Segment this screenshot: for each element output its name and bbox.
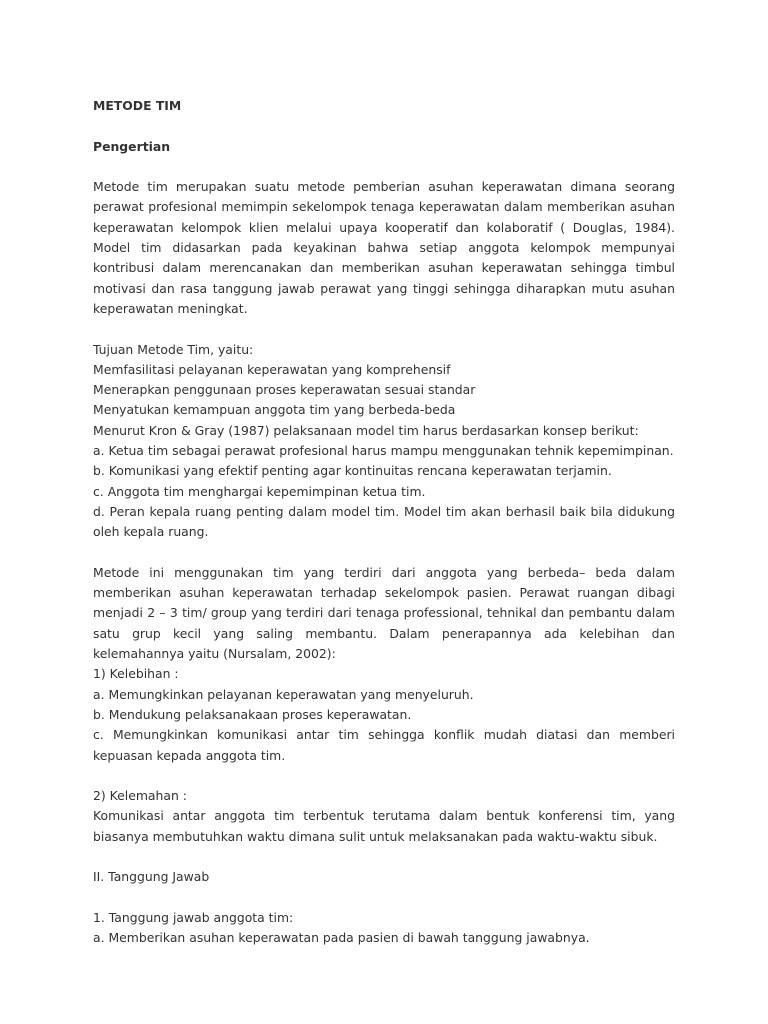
tanggung-jawab-item: a. Memberikan asuhan keperawatan pada pasien di bawah tanggung jawabnya. xyxy=(93,930,590,946)
kron-gray-intro: Menurut Kron & Gray (1987) pelaksanaan model tim harus berdasarkan konsep berikut: xyxy=(93,422,639,438)
tujuan-item: Menerapkan penggunaan proses keperawatan sesuai standar xyxy=(93,382,476,398)
kelemahan-heading: 2) Kelemahan : xyxy=(93,788,187,804)
section-heading-tanggung-jawab: II. Tanggung Jawab xyxy=(93,869,210,885)
intro-paragraph: Metode tim merupakan suatu metode pemberian asuhan keperawatan dimana seorang perawat profesional memimpin sekelompok tenaga keperawatan dalam memberikan asuhan keperawatan kelompok klien melalui upaya kooperatif dan kolaboratif ( Douglas, 1984). Model tim didasarkan pada keyakinan bahwa setiap anggota kelompok mempunyai kontribusi dalam merencanakan dan memberikan asuhan keperawatan sehingga timbul motivasi dan rasa tanggung jawab perawat yang tinggi sehingga diharapkan mutu asuhan keperawatan meningkat. xyxy=(93,179,675,316)
kelebihan-item: a. Memungkinkan pelayanan keperawatan yang menyeluruh. xyxy=(93,686,474,702)
kelebihan-heading: 1) Kelebihan : xyxy=(93,666,179,682)
tujuan-item: Memfasilitasi pelayanan keperawatan yang komprehensif xyxy=(93,361,451,377)
kron-gray-item: c. Anggota tim menghargai kepemimpinan ketua tim. xyxy=(93,483,426,499)
tanggung-jawab-subheading: 1. Tanggung jawab anggota tim: xyxy=(93,909,294,925)
metode-paragraph: Metode ini menggunakan tim yang terdiri dari anggota yang berbeda– beda dalam memberikan asuhan keperawatan terhadap sekelompok pasien. Perawat ruangan dibagi menjadi 2 – 3 tim/ group yang terdiri dari tenaga professional, tehnikal dan pembantu dalam satu grup kecil yang saling membantu. Dalam penerapannya ada kelebihan dan kelemahannya yaitu (Nursalam, 2002): xyxy=(93,564,675,662)
document-page xyxy=(93,96,675,948)
kron-gray-item: b. Komunikasi yang efektif penting agar kontinuitas rencana keperawatan terjamin. xyxy=(93,463,612,479)
kelebihan-item: c. Memungkinkan komunikasi antar tim sehingga konflik mudah diatasi dan memberi kepuasan kepada anggota tim. xyxy=(93,727,675,763)
tujuan-heading: Tujuan Metode Tim, yaitu: xyxy=(93,341,254,357)
document-title: METODE TIM xyxy=(93,98,182,113)
section-heading-pengertian: Pengertian xyxy=(93,138,171,154)
kron-gray-item: d. Peran kepala ruang penting dalam model tim. Model tim akan berhasil baik bila didukung oleh kepala ruang. xyxy=(93,503,675,540)
kelemahan-text: Komunikasi antar anggota tim terbentuk terutama dalam bentuk konferensi tim, yang biasanya membutuhkan waktu dimana sulit untuk melaksanakan pada waktu-waktu sibuk. xyxy=(93,808,675,844)
kron-gray-item: a. Ketua tim sebagai perawat profesional harus mampu menggunakan tehnik kepemimpinan. xyxy=(93,443,674,459)
kelebihan-item: b. Mendukung pelaksanakaan proses keperawatan. xyxy=(93,706,412,722)
tujuan-item: Menyatukan kemampuan anggota tim yang berbeda-beda xyxy=(93,402,456,418)
